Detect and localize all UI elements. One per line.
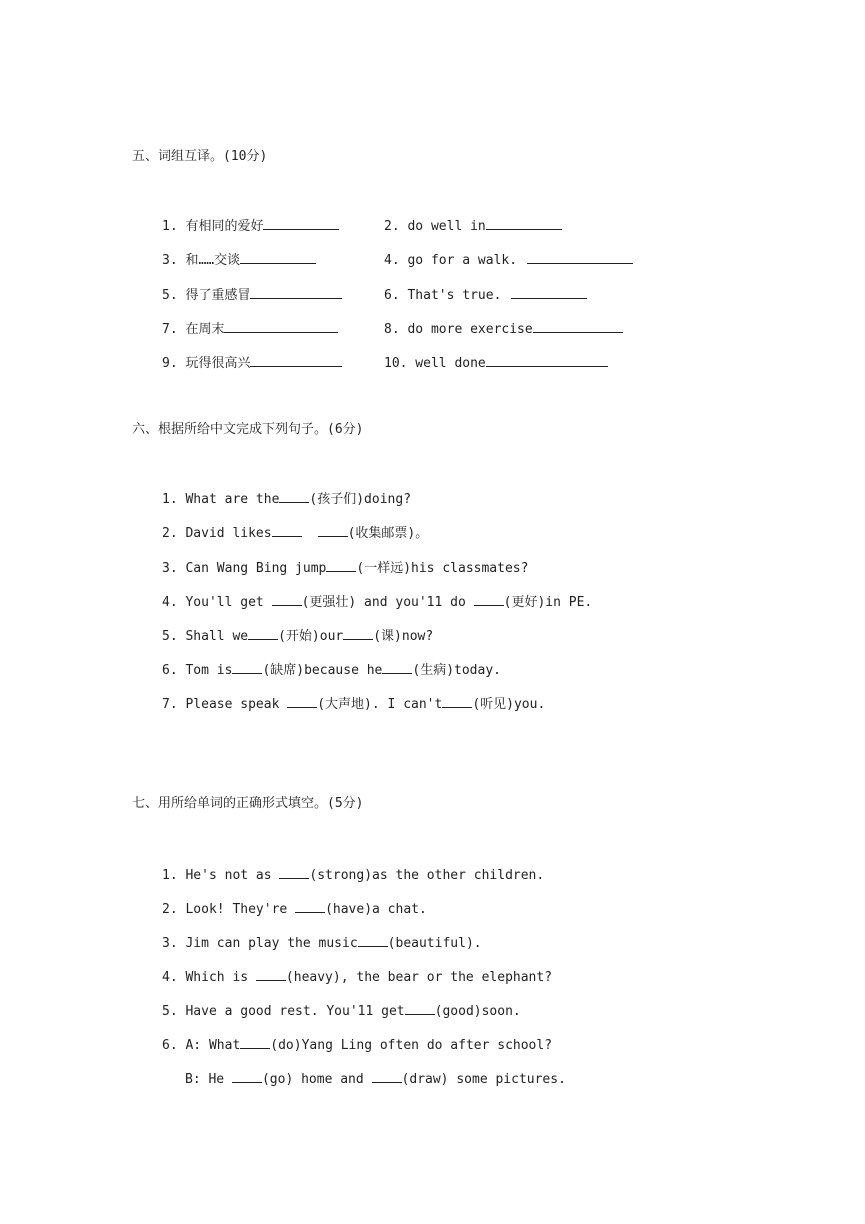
answer-blank[interactable]	[372, 1069, 402, 1083]
answer-blank[interactable]	[358, 933, 388, 947]
answer-blank[interactable]	[287, 694, 317, 708]
section-5-title: 五、词组互译。(10分)	[132, 149, 268, 164]
answer-blank[interactable]	[511, 285, 587, 299]
s5-item-9: 9. 玩得很高兴	[162, 353, 342, 372]
answer-blank[interactable]	[405, 1001, 435, 1015]
answer-blank[interactable]	[533, 319, 623, 333]
s6-item-5: 5. Shall we (开始)our (课)now?	[162, 626, 433, 645]
answer-blank[interactable]	[272, 523, 302, 537]
answer-blank[interactable]	[527, 250, 633, 264]
answer-blank[interactable]	[279, 489, 309, 503]
answer-blank[interactable]	[248, 626, 278, 640]
answer-blank[interactable]	[224, 319, 338, 333]
answer-blank[interactable]	[232, 1069, 262, 1083]
answer-blank[interactable]	[486, 353, 608, 367]
section-6-title: 六、根据所给中文完成下列句子。(6分)	[132, 422, 364, 437]
answer-blank[interactable]	[442, 694, 472, 708]
answer-blank[interactable]	[263, 216, 339, 230]
s7-item-4: 4. Which is (heavy), the bear or the elephant?	[162, 967, 552, 986]
answer-blank[interactable]	[232, 660, 262, 674]
answer-blank[interactable]	[250, 353, 342, 367]
answer-blank[interactable]	[474, 592, 504, 606]
answer-blank[interactable]	[486, 216, 562, 230]
answer-blank[interactable]	[240, 250, 316, 264]
answer-blank[interactable]	[343, 626, 373, 640]
s5-item-6: 6. That's true.	[384, 285, 587, 304]
s6-item-6: 6. Tom is (缺席)because he (生病)today.	[162, 660, 501, 679]
answer-blank[interactable]	[295, 899, 325, 913]
s7-item-1: 1. He's not as (strong)as the other children.	[162, 865, 544, 884]
s6-item-1: 1. What are the (孩子们)doing?	[162, 489, 411, 508]
answer-blank[interactable]	[240, 1035, 270, 1049]
answer-blank[interactable]	[318, 523, 348, 537]
answer-blank[interactable]	[256, 967, 286, 981]
answer-blank[interactable]	[250, 285, 342, 299]
s6-item-2: 2. David likes (收集邮票)。	[162, 523, 428, 542]
s6-item-4: 4. You'll get (更强壮) and you'11 do (更好)in PE.	[162, 592, 592, 611]
s6-item-3: 3. Can Wang Bing jump (一样远)his classmates?	[162, 558, 528, 577]
s5-item-8: 8. do more exercise	[384, 319, 623, 338]
section-7-title: 七、用所给单词的正确形式填空。(5分)	[132, 796, 364, 811]
s5-item-5: 5. 得了重感冒	[162, 285, 342, 304]
answer-blank[interactable]	[382, 660, 412, 674]
s5-item-7: 7. 在周末	[162, 319, 338, 338]
s5-item-1: 1. 有相同的爱好	[162, 216, 339, 235]
s5-item-2: 2. do well in	[384, 216, 562, 235]
answer-blank[interactable]	[326, 558, 356, 572]
s7-item-6b: B: He (go) home and (draw) some pictures.	[185, 1069, 566, 1088]
answer-blank[interactable]	[279, 865, 309, 879]
answer-blank[interactable]	[272, 592, 302, 606]
s6-item-7: 7. Please speak (大声地). I can't (听见)you.	[162, 694, 545, 713]
s5-item-10: 10. well done	[384, 353, 608, 372]
s7-item-6a: 6. A: What (do)Yang Ling often do after school?	[162, 1035, 552, 1054]
s5-item-4: 4. go for a walk.	[384, 250, 633, 269]
s7-item-5: 5. Have a good rest. You'11 get (good)soon.	[162, 1001, 521, 1020]
s5-item-3: 3. 和……交谈	[162, 250, 316, 269]
s7-item-2: 2. Look! They're (have)a chat.	[162, 899, 427, 918]
s7-item-3: 3. Jim can play the music (beautiful).	[162, 933, 482, 952]
